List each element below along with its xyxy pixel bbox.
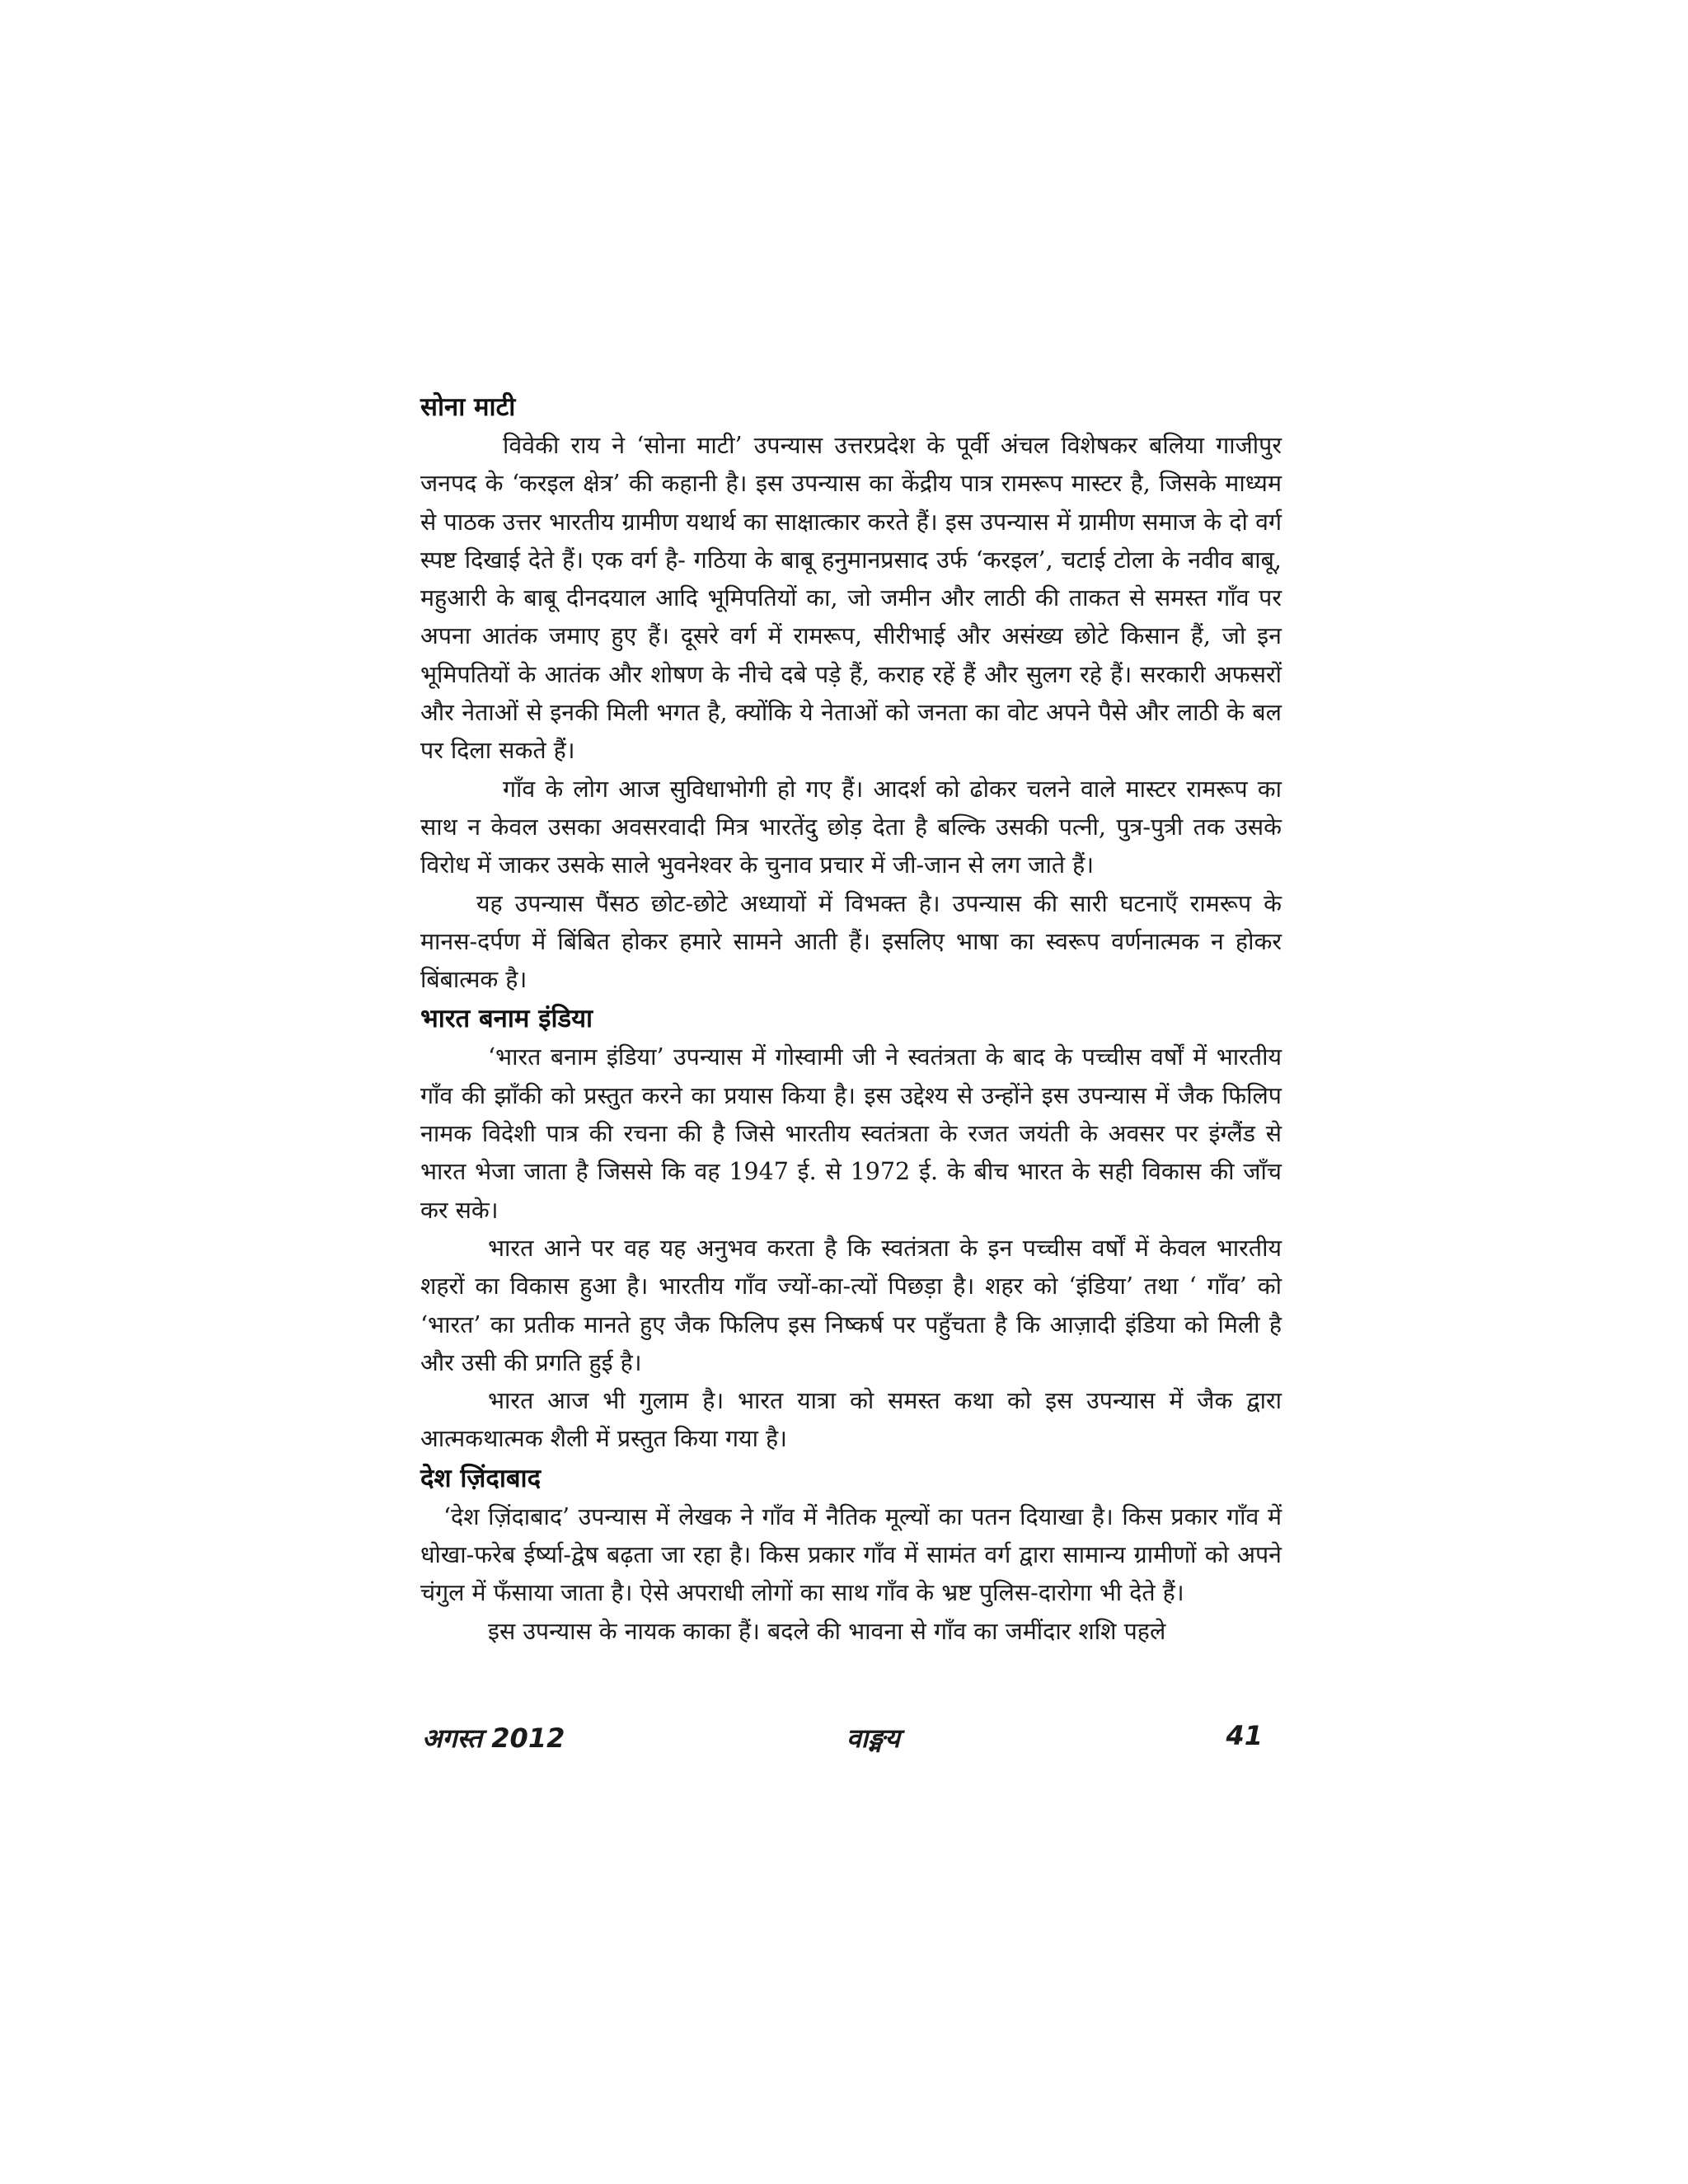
paragraph: भारत आज भी गुलाम है। भारत यात्रा को समस्त कथा को इस उपन्यास में जैक द्वारा आत्मकथात्मक शैली में प्रस्तुत किया गया है।	[420, 1387, 1282, 1453]
page-footer	[422, 1720, 1263, 1761]
paragraph: यह उपन्यास पैंसठ छोट-छोटे अध्यायों में विभक्त है। उपन्यास की सारी घटनाएँ रामरूप के मानस-दर्पण में बिंबित होकर हमारे सामने आती हैं। इसलिए भाषा का स्वरूप वर्णनात्मक न होकर बिंबात्मक है।	[420, 889, 1282, 994]
paragraph: भारत आने पर वह यह अनुभव करता है कि स्वतंत्रता के इन पच्चीस वर्षों में केवल भारतीय शहरों का विकास हुआ है। भारतीय गाँव ज्यों-का-त्यों पिछड़ा है। शहर को ‘इंडिया’ तथा ‘ गाँव’ को ‘भारत’ का प्रतीक मानते हुए जैक फिलिप इस निष्कर्ष पर पहुँचता है कि आज़ादी इंडिया को मिली है और उसी की प्रगति हुई है।	[420, 1234, 1282, 1376]
paragraph: विवेकी राय ने ‘सोना माटी’ उपन्यास उत्तरप्रदेश के पूर्वी अंचल विशेषकर बलिया गाजीपुर जनपद के ‘करइल क्षेत्र’ की कहानी है। इस उपन्यास का केंद्रीय पात्र रामरूप मास्टर है, जिसके माध्यम से पाठक उत्तर भारतीय ग्रामीण यथार्थ का साक्षात्कार करते हैं। इस उपन्यास में ग्रामीण समाज के दो वर्ग स्पष्ट दिखाई देते हैं। एक वर्ग है- गठिया के बाबू हनुमानप्रसाद उर्फ ‘करइल’, चटाई टोला के नवीव बाबू, महुआरी के बाबू दीनदयाल आदि भूमिपतियों का, जो जमीन और लाठी की ताकत से समस्त गाँव पर अपना आतंक जमाए हुए हैं। दूसरे वर्ग में रामरूप, सीरीभाई और असंख्य छोटे किसान हैं, जो इन भूमिपतियों के आतंक और शोषण के नीचे दबे पड़े हैं, कराह रहें हैं और सुलग रहे हैं। सरकारी अफसरों और नेताओं से इनकी मिली भगत है, क्योंकि ये नेताओं को जनता का वोट अपने पैसे और लाठी के बल पर दिला सकते हैं।	[420, 432, 1282, 765]
footer-journal-name: वाङ्मय	[846, 1722, 900, 1754]
paragraph: ‘भारत बनाम इंडिया’ उपन्यास में गोस्वामी जी ने स्वतंत्रता के बाद के पच्चीस वर्षों में भारतीय गाँव की झाँकी को प्रस्तुत करने का प्रयास किया है। इस उद्देश्य से उन्होंने इस उपन्यास में जैक फिलिप नामक विदेशी पात्र की रचना की है जिसे भारतीय स्वतंत्रता के रजत जयंती के अवसर पर इंग्लैंड से भारत भेजा जाता है जिससे कि वह 1947 ई. से 1972 ई. के बीच भारत के सही विकास की जाँच कर सके।	[420, 1043, 1282, 1224]
paragraph: ‘देश ज़िंदाबाद’ उपन्यास में लेखक ने गाँव में नैतिक मूल्यों का पतन दियाखा है। किस प्रकार गाँव में धोखा-फरेब ईर्ष्या-द्वेष बढ़ता जा रहा है। किस प्रकार गाँव में सामंत वर्ग द्वारा सामान्य ग्रामीणों को अपने चंगुल में फँसाया जाता है। ऐसे अपराधी लोगों का साथ गाँव के भ्रष्ट पुलिस-दारोगा भी देते हैं।	[420, 1502, 1282, 1607]
section-heading-sona-mati: सोना माटी	[420, 392, 516, 422]
footer-date: अगस्त 2012	[422, 1722, 565, 1754]
paragraph: इस उपन्यास के नायक काका हैं। बदले की भावना से गाँव का जमींदार शशि पहले	[488, 1617, 1166, 1645]
paragraph: गाँव के लोग आज सुविधाभोगी हो गए हैं। आदर्श को ढोकर चलने वाले मास्टर रामरूप का साथ न केवल उसका अवसरवादी मित्र भारतेंदु छोड़ देता है बल्कि उसकी पत्नी, पुत्र-पुत्री तक उसके विरोध में जाकर उसके साले भुवनेश्वर के चुनाव प्रचार में जी-जान से लग जाते हैं।	[420, 775, 1282, 879]
page-number: 41	[1226, 1720, 1263, 1751]
section-heading-desh-zindabad: देश ज़िंदाबाद	[420, 1463, 542, 1493]
section-heading-bharat-banam-india: भारत बनाम इंडिया	[420, 1004, 593, 1034]
article-body	[420, 387, 1282, 1651]
